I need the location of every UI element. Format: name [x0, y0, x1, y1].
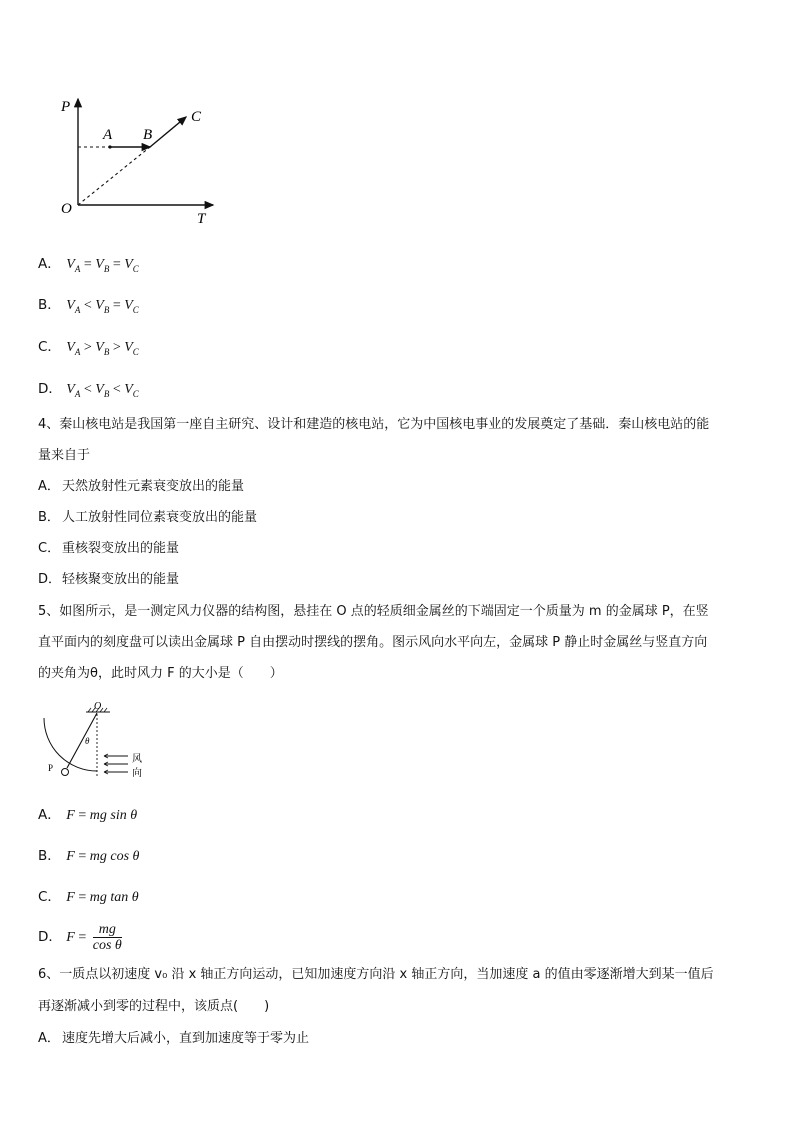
label-p: P [61, 99, 71, 115]
q5-stem-line1: 5、如图所示，是一测定风力仪器的结构图，悬挂在 O 点的轻质细金属丝的下端固定一个质量为 m 的金属球 P，在竖 [38, 604, 709, 619]
point-a-dot [108, 145, 111, 148]
wind-label-2: 向 [132, 768, 142, 779]
label-o: O [94, 701, 102, 712]
metal-ball [62, 769, 69, 776]
q6-option-a[interactable]: A． 速度先增大后减小，直到加速度等于零为止 [38, 1031, 310, 1046]
q4-stem-line2: 量来自于 [38, 448, 91, 463]
q4-option-c[interactable]: C． 重核裂变放出的能量 [38, 541, 180, 556]
wind-device-diagram [40, 700, 155, 785]
q5-option-c[interactable]: C． F = mg tan θ [38, 889, 139, 905]
label-a: A [103, 127, 113, 143]
pt-diagram [55, 95, 225, 230]
q4-option-d[interactable]: D．轻核聚变放出的能量 [38, 572, 180, 587]
label-t: T [197, 211, 206, 227]
fraction: $\frac{mg}{\text{cos θ}}$ [92, 922, 122, 954]
q5-option-b[interactable]: B． F = mg cos θ [38, 848, 140, 864]
q6-stem-line2: 再逐渐减小到零的过程中，该质点( ) [38, 999, 270, 1014]
q3-option-b[interactable]: B． $V_A < V_B = V_C$ [38, 297, 139, 315]
q5-stem-line3: 的夹角为θ，此时风力 F 的大小是（ ） [38, 666, 283, 681]
label-o: O [61, 201, 72, 217]
label-c: C [191, 109, 202, 125]
segment-bc [150, 117, 186, 147]
q6-stem-line1: 6、一质点以初速度 v₀ 沿 x 轴正方向运动，已知加速度方向沿 x 轴正方向，当加速度 a 的值由零逐渐增大到某一值后 [38, 967, 714, 982]
q3-option-a[interactable]: A． $V_A = V_B = V_C$ [38, 256, 139, 274]
q4-stem-line1: 4、秦山核电站是我国第一座自主研究、设计和建造的核电站，它为中国核电事业的发展奠定了基础．秦山核电站的能 [38, 417, 710, 432]
q3-option-c[interactable]: C． $V_A > V_B > V_C$ [38, 339, 139, 357]
dashed-diagonal [78, 147, 150, 205]
q3-option-d[interactable]: D． $V_A < V_B < V_C$ [38, 381, 139, 399]
q4-option-b[interactable]: B． 人工放射性同位素衰变放出的能量 [38, 510, 258, 525]
label-p: P [48, 763, 54, 773]
q5-stem-line2: 直平面内的刻度盘可以读出金属球 P 自由摆动时摆线的摆角。图示风向水平向左，金属球 P 静止时金属丝与竖直方向 [38, 635, 708, 650]
q5-option-a[interactable]: A． F = mg sin θ [38, 807, 138, 823]
pendulum-wire [67, 713, 97, 768]
label-b: B [143, 127, 153, 143]
wind-label-1: 风 [132, 754, 142, 765]
label-theta: θ [85, 736, 90, 746]
q5-option-d[interactable]: D． F = $\frac{mg}{\text{cos θ}}$ [38, 922, 122, 954]
q4-option-a[interactable]: A． 天然放射性元素衰变放出的能量 [38, 479, 245, 494]
